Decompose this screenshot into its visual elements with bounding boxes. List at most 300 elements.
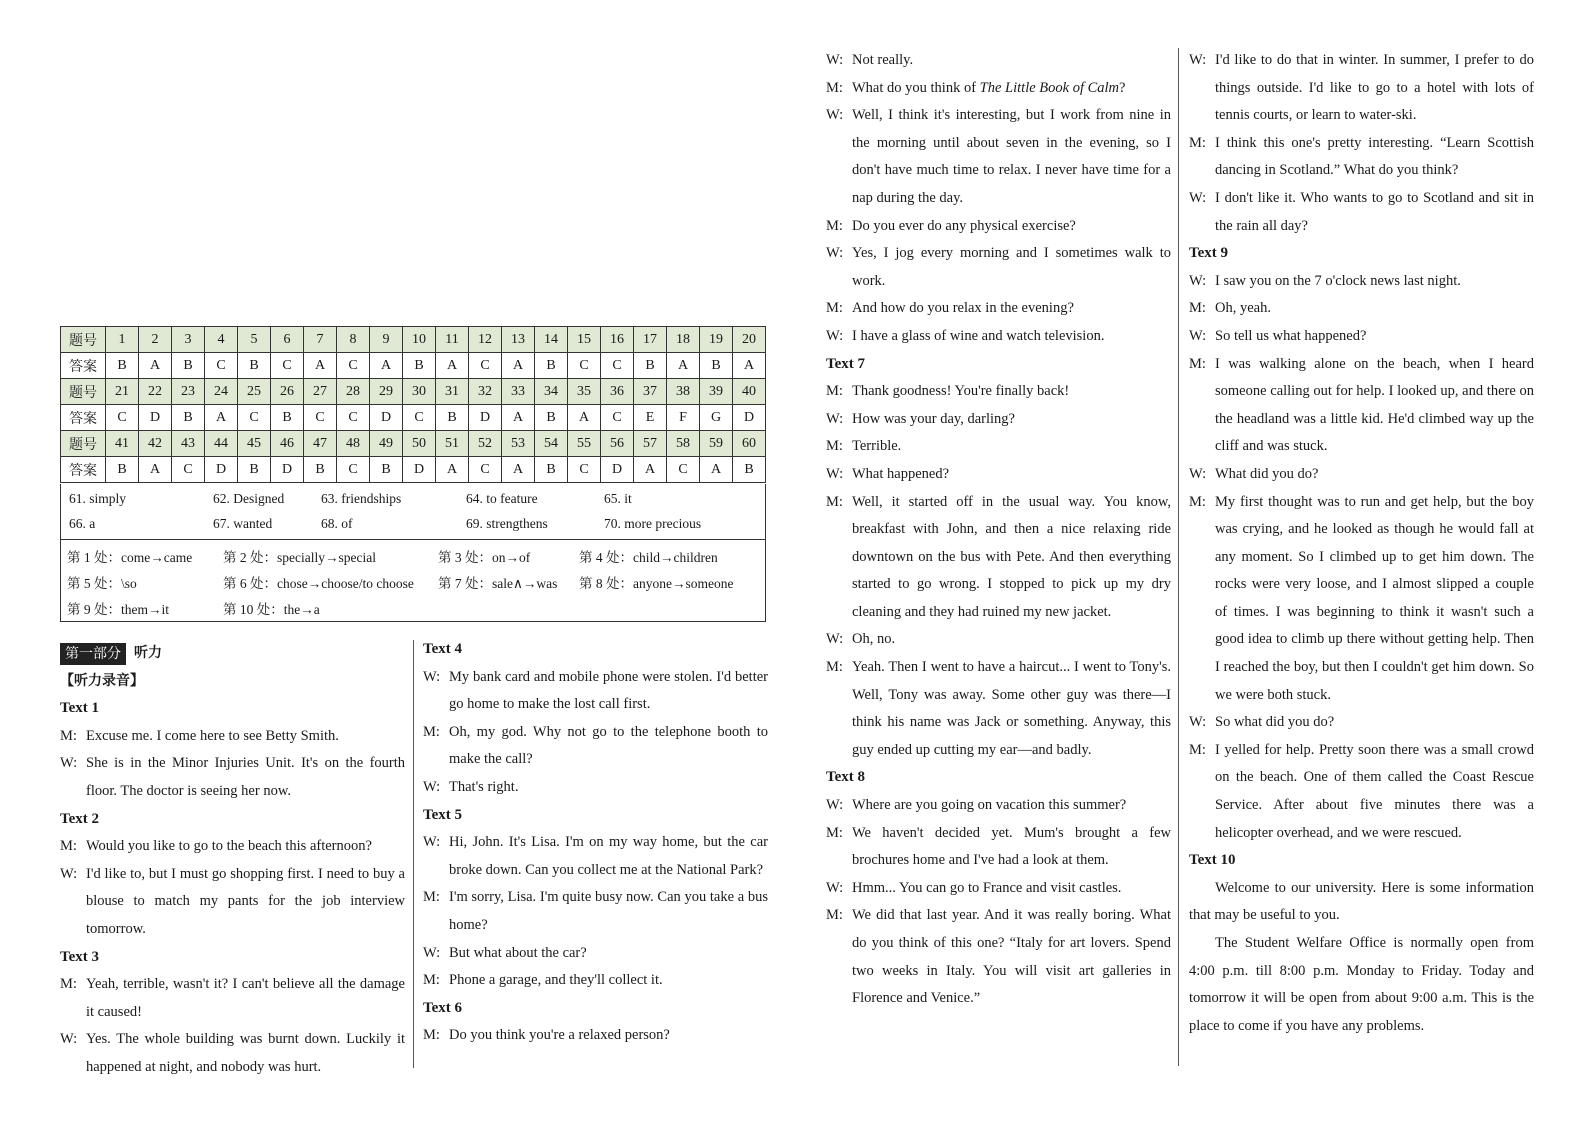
speaker-label: M: — [1189, 741, 1206, 758]
question-number-cell: 60 — [733, 431, 766, 457]
answer-cell: D — [733, 405, 766, 431]
dialogue-line — [826, 875, 1171, 903]
dialogue-text: What happened? — [852, 465, 950, 482]
question-number-cell: 23 — [172, 379, 205, 405]
dialogue-line — [423, 940, 768, 968]
dialogue-text: Yeah. Then I went to have a haircut... I went to Tony's. Well, Tony was away. Some other guy was there—I think his name was Jack or something. Anyway, this guy ended up cutting my ear—and badly. — [852, 659, 1171, 758]
answer-cell: C — [667, 457, 700, 483]
answer-cell: A — [502, 405, 535, 431]
question-number-cell: 16 — [601, 327, 634, 353]
text-heading: Text 10 — [1189, 852, 1236, 869]
question-number-cell: 14 — [535, 327, 568, 353]
question-number-cell: 19 — [700, 327, 733, 353]
text-heading: Text 9 — [1189, 245, 1229, 262]
dialogue-text: Phone a garage, and they'll collect it. — [449, 972, 663, 989]
row-label: 答案 — [61, 457, 106, 483]
answer-cell: B — [238, 353, 271, 379]
answer-cell: C — [337, 353, 370, 379]
dialogue-line — [1189, 737, 1534, 847]
answer-cell: A — [139, 353, 172, 379]
dialogue-text: That's right. — [449, 778, 519, 795]
dialogue-line — [826, 820, 1171, 875]
answer-cell: A — [205, 405, 238, 431]
question-number-cell: 37 — [634, 379, 667, 405]
dialogue-line — [826, 213, 1171, 241]
question-number-cell: 43 — [172, 431, 205, 457]
question-number-cell: 40 — [733, 379, 766, 405]
question-number-cell: 12 — [469, 327, 502, 353]
question-number-cell: 29 — [370, 379, 403, 405]
text-heading: Text 7 — [826, 355, 866, 372]
answer-cell: C — [568, 457, 601, 483]
speaker-label: W: — [1189, 465, 1207, 482]
speaker-label: W: — [1189, 327, 1207, 344]
question-number-row — [61, 379, 766, 405]
question-number-cell: 49 — [370, 431, 403, 457]
answer-cell: B — [733, 457, 766, 483]
dialogue-text: So what did you do? — [1215, 714, 1335, 731]
correction-item: 第 7 处：sale∧→was — [438, 576, 558, 591]
speaker-label: M: — [1189, 300, 1206, 317]
dialogue-line — [423, 719, 768, 774]
dialogue-line — [1189, 351, 1534, 461]
question-number-cell: 38 — [667, 379, 700, 405]
speaker-label: W: — [1189, 189, 1207, 206]
speaker-label: M: — [60, 976, 77, 993]
column-3 — [826, 47, 1171, 1013]
question-number-cell: 18 — [667, 327, 700, 353]
column-2 — [423, 636, 768, 1050]
answer-cell: B — [535, 457, 568, 483]
dialogue-text: I'm sorry, Lisa. I'm quite busy now. Can you take a bus home? — [449, 889, 768, 933]
question-number-cell: 1 — [106, 327, 139, 353]
question-number-cell: 53 — [502, 431, 535, 457]
text-heading: Text 4 — [423, 641, 463, 657]
answer-cell: B — [436, 405, 469, 431]
dialogue-line — [60, 971, 405, 1026]
section-title: 听力 — [134, 645, 162, 661]
answer-cell: B — [106, 457, 139, 483]
question-number-cell: 3 — [172, 327, 205, 353]
section-subtitle: 【听力录音】 — [60, 672, 144, 689]
correction-item: 第 5 处：\so — [67, 576, 137, 591]
dialogue-text: What do you think of — [852, 79, 980, 96]
question-number-cell: 26 — [271, 379, 304, 405]
answer-cell: D — [370, 405, 403, 431]
fill-blank-item: 64. to feature — [466, 491, 538, 506]
dialogue-text: I was walking alone on the beach, when I heard someone calling out for help. I looked up, and there on the headland was a little kid. He'd climbed way up the cliff and was stuck. — [1215, 355, 1534, 455]
fill-blank-item: 65. it — [604, 491, 632, 506]
dialogue-text: Where are you going on vacation this summer? — [852, 797, 1127, 814]
speaker-label: M: — [1189, 134, 1206, 151]
speaker-label: M: — [60, 727, 77, 744]
speaker-label: M: — [60, 838, 77, 855]
speaker-label: M: — [1189, 493, 1206, 510]
dialogue-text: I don't like it. Who wants to go to Scotland and sit in the rain all day? — [1215, 189, 1534, 234]
correction-item: 第 8 处：anyone→someone — [579, 576, 734, 591]
answer-cell: A — [502, 457, 535, 483]
dialogue-text: Thank goodness! You're finally back! — [852, 383, 1070, 400]
question-number-cell: 45 — [238, 431, 271, 457]
speaker-label: M: — [826, 438, 843, 455]
dialogue-line — [826, 792, 1171, 820]
speaker-label: W: — [826, 245, 844, 262]
answer-cell: C — [601, 405, 634, 431]
dialogue-text: Not really. — [852, 52, 914, 68]
answer-cell: D — [205, 457, 238, 483]
answer-cell: B — [172, 353, 205, 379]
row-label: 答案 — [61, 405, 106, 431]
column-divider — [1178, 48, 1179, 1066]
answer-cell: C — [205, 353, 238, 379]
answer-cell: A — [568, 405, 601, 431]
question-number-cell: 47 — [304, 431, 337, 457]
dialogue-text: But what about the car? — [449, 944, 587, 961]
question-number-cell: 11 — [436, 327, 469, 353]
dialogue-text: I think this one's pretty interesting. “Learn Scottish dancing in Scotland.” What do you think? — [1215, 134, 1534, 179]
dialogue-line — [826, 654, 1171, 764]
text-heading: Text 1 — [60, 700, 100, 717]
dialogue-line — [1189, 268, 1534, 296]
dialogue-line — [423, 1022, 768, 1050]
answer-cell: C — [238, 405, 271, 431]
speaker-label: M: — [423, 972, 440, 989]
dialogue-text: I yelled for help. Pretty soon there was a small crowd on the beach. One of them called the Coast Rescue Service. After about five minutes there was a helicopter overhead, and we were rescued. — [1215, 741, 1534, 841]
dialogue-line — [423, 967, 768, 995]
answer-cell: A — [667, 353, 700, 379]
question-number-cell: 6 — [271, 327, 304, 353]
dialogue-line — [826, 406, 1171, 434]
question-number-cell: 44 — [205, 431, 238, 457]
dialogue-text: I'd like to, but I must go shopping first. I need to buy a blouse to match my pants for the job interview tomorrow. — [86, 865, 405, 937]
answer-cell: C — [403, 405, 436, 431]
question-number-cell: 30 — [403, 379, 436, 405]
dialogue-text: Excuse me. I come here to see Betty Smith. — [86, 727, 339, 744]
dialogue-line — [826, 295, 1171, 323]
dialogue-line — [826, 626, 1171, 654]
speaker-label: M: — [826, 79, 843, 96]
speaker-label: M: — [826, 907, 843, 924]
dialogue-line — [1189, 461, 1534, 489]
dialogue-line — [1189, 295, 1534, 323]
fill-blank-item: 61. simply — [69, 491, 127, 506]
answer-cell: B — [700, 353, 733, 379]
dialogue-line — [1189, 709, 1534, 737]
correction-item: 第 9 处：them→it — [67, 602, 169, 617]
answer-cell: C — [601, 353, 634, 379]
question-number-cell: 25 — [238, 379, 271, 405]
column-4 — [1189, 47, 1534, 1040]
row-label: 答案 — [61, 353, 106, 379]
fill-blank-item: 67. wanted — [213, 516, 273, 531]
dialogue-text: Would you like to go to the beach this afternoon? — [86, 838, 372, 855]
question-number-cell: 27 — [304, 379, 337, 405]
question-number-cell: 35 — [568, 379, 601, 405]
question-number-cell: 22 — [139, 379, 172, 405]
speaker-label: M: — [826, 824, 843, 841]
dialogue-text: Hmm... You can go to France and visit castles. — [852, 879, 1122, 896]
dialogue-text: What did you do? — [1215, 465, 1319, 482]
answer-cell: F — [667, 405, 700, 431]
row-label: 题号 — [61, 379, 106, 405]
text-heading: Text 3 — [60, 948, 100, 965]
speaker-label: W: — [1189, 714, 1207, 731]
dialogue-text: My first thought was to run and get help, but the boy was crying, and he looked as though he would fall at any moment. So I climbed up to get him down. The rocks were very loose, and I almost slipped a couple of times. I was beginning to think it wasn't such a good idea to climb up there without getting help. Then I reached the boy, but then I couldn't get him down. So we were both stuck. — [1215, 493, 1534, 703]
question-number-cell: 32 — [469, 379, 502, 405]
question-number-cell: 28 — [337, 379, 370, 405]
answer-cell: B — [172, 405, 205, 431]
question-number-cell: 34 — [535, 379, 568, 405]
question-number-cell: 58 — [667, 431, 700, 457]
speaker-label: M: — [826, 383, 843, 400]
question-number-cell: 41 — [106, 431, 139, 457]
question-number-cell: 17 — [634, 327, 667, 353]
speaker-label: W: — [1189, 272, 1207, 289]
answer-cell: A — [700, 457, 733, 483]
speaker-label: W: — [60, 865, 78, 882]
dialogue-line — [1189, 489, 1534, 710]
question-number-cell: 48 — [337, 431, 370, 457]
dialogue-line — [826, 461, 1171, 489]
dialogue-text: How was your day, darling? — [852, 410, 1015, 427]
answer-cell: C — [469, 457, 502, 483]
speaker-label: W: — [826, 465, 844, 482]
question-number-cell: 57 — [634, 431, 667, 457]
dialogue-line — [1189, 185, 1534, 240]
section-header — [60, 640, 405, 668]
error-correction-answers — [60, 540, 766, 622]
dialogue-text: Hi, John. It's Lisa. I'm on my way home, but the car broke down. Can you collect me at the National Park? — [449, 834, 768, 878]
answer-cell: C — [172, 457, 205, 483]
answer-cell: C — [337, 457, 370, 483]
dialogue-text: We did that last year. And it was really boring. What do you think of this one? “Italy for art lovers. Spend two weeks in Italy. You will visit art galleries in Florence and Venice.” — [852, 907, 1171, 1007]
correction-item: 第 1 处：come→came — [67, 550, 193, 565]
question-number-cell: 2 — [139, 327, 172, 353]
row-label: 题号 — [61, 327, 106, 353]
question-number-cell: 7 — [304, 327, 337, 353]
dialogue-line — [826, 102, 1171, 212]
speaker-label: M: — [826, 659, 843, 676]
speaker-label: W: — [1189, 52, 1207, 68]
answer-cell: G — [700, 405, 733, 431]
answer-cell: C — [337, 405, 370, 431]
answer-cell: A — [733, 353, 766, 379]
dialogue-text: Yes. The whole building was burnt down. Luckily it happened at night, and nobody was hurt. — [86, 1031, 405, 1075]
dialogue-line — [423, 884, 768, 939]
dialogue-text: Oh, my god. Why not go to the telephone booth to make the call? — [449, 723, 768, 768]
question-number-cell: 56 — [601, 431, 634, 457]
question-number-row — [61, 327, 766, 353]
fill-blank-item: 69. strengthens — [466, 516, 548, 531]
answer-cell: C — [106, 405, 139, 431]
text-heading: Text 2 — [60, 810, 100, 827]
section-badge: 第一部分 — [60, 643, 126, 665]
dialogue-line — [826, 47, 1171, 75]
answer-cell: B — [271, 405, 304, 431]
fill-blank-answers — [60, 484, 766, 540]
question-number-row — [61, 431, 766, 457]
answer-cell: B — [403, 353, 436, 379]
fill-blank-item: 66. a — [69, 516, 96, 531]
question-number-cell: 54 — [535, 431, 568, 457]
dialogue-line — [826, 240, 1171, 295]
answer-cell: D — [601, 457, 634, 483]
dialogue-line — [826, 75, 1171, 103]
dialogue-text: And how do you relax in the evening? — [852, 300, 1074, 317]
dialogue-text: I'd like to do that in winter. In summer, I prefer to do things outside. I'd like to go to a hotel with lots of tennis courts, or learn to water-ski. — [1215, 52, 1534, 124]
column-divider — [413, 640, 414, 1068]
answer-row — [61, 405, 766, 431]
correction-item: 第 2 处：specially→special — [223, 550, 376, 565]
speaker-label: W: — [826, 410, 844, 427]
dialogue-text: Terrible. — [852, 438, 902, 455]
paragraph: Welcome to our university. Here is some information that may be useful to you. — [1189, 879, 1534, 924]
answer-cell: B — [106, 353, 139, 379]
question-number-cell: 36 — [601, 379, 634, 405]
answer-cell: B — [238, 457, 271, 483]
text-heading: Text 5 — [423, 806, 463, 823]
dialogue-line — [826, 489, 1171, 627]
paragraph: The Student Welfare Office is normally open from 4:00 p.m. till 8:00 p.m. Monday to Friday. Today and tomorrow it will be open from about 9:00 a.m. This is the place to come if you have any problems. — [1189, 935, 1534, 1034]
dialogue-line — [826, 378, 1171, 406]
dialogue-line — [60, 861, 405, 944]
correction-item: 第 4 处：child→children — [579, 550, 718, 565]
answer-cell: A — [436, 457, 469, 483]
dialogue-line — [60, 1026, 405, 1081]
answer-cell: C — [568, 353, 601, 379]
dialogue-text: She is in the Minor Injuries Unit. It's on the fourth floor. The doctor is seeing her now. — [86, 755, 405, 799]
question-number-cell: 4 — [205, 327, 238, 353]
dialogue-text: I saw you on the 7 o'clock news last night. — [1215, 272, 1461, 289]
answer-cell: B — [304, 457, 337, 483]
answer-cell: E — [634, 405, 667, 431]
speaker-label: W: — [826, 327, 844, 344]
dialogue-line — [1189, 130, 1534, 185]
dialogue-text: We haven't decided yet. Mum's brought a few brochures home and I've had a look at them. — [852, 824, 1171, 869]
question-number-cell: 46 — [271, 431, 304, 457]
answer-cell: B — [634, 353, 667, 379]
answer-cell: A — [634, 457, 667, 483]
dialogue-text: Yeah, terrible, wasn't it? I can't believe all the damage it caused! — [86, 976, 405, 1020]
dialogue-line — [826, 323, 1171, 351]
dialogue-text: My bank card and mobile phone were stolen. I'd better go home to make the lost call first. — [449, 668, 768, 713]
dialogue-text: ? — [1119, 79, 1126, 96]
answer-cell: C — [304, 405, 337, 431]
fill-blank-item: 63. friendships — [321, 491, 402, 506]
answer-cell: B — [370, 457, 403, 483]
answer-cell: D — [403, 457, 436, 483]
answer-cell: C — [271, 353, 304, 379]
answer-cell: D — [469, 405, 502, 431]
speaker-label: W: — [423, 944, 441, 961]
column-1 — [60, 640, 405, 1082]
question-number-cell: 59 — [700, 431, 733, 457]
row-label: 题号 — [61, 431, 106, 457]
fill-blank-item: 68. of — [321, 516, 353, 531]
answer-cell: B — [535, 405, 568, 431]
dialogue-line — [826, 433, 1171, 461]
speaker-label: W: — [826, 879, 844, 896]
question-number-cell: 15 — [568, 327, 601, 353]
dialogue-text: Do you ever do any physical exercise? — [852, 217, 1076, 234]
answer-cell: B — [535, 353, 568, 379]
answer-row — [61, 457, 766, 483]
speaker-label: W: — [60, 1031, 78, 1048]
dialogue-line — [1189, 323, 1534, 351]
question-number-cell: 52 — [469, 431, 502, 457]
text-heading: Text 6 — [423, 999, 463, 1016]
speaker-label: M: — [826, 217, 843, 234]
dialogue-text: Oh, no. — [852, 631, 896, 648]
answer-cell: D — [139, 405, 172, 431]
speaker-label: M: — [1189, 355, 1206, 372]
speaker-label: M: — [826, 300, 843, 317]
question-number-cell: 5 — [238, 327, 271, 353]
book-title: The Little Book of Calm — [979, 79, 1120, 96]
speaker-label: W: — [423, 778, 441, 795]
answer-cell: C — [469, 353, 502, 379]
correction-item: 第 6 处：chose→choose/to choose — [223, 576, 414, 591]
dialogue-line — [423, 829, 768, 884]
answer-cell: A — [139, 457, 172, 483]
dialogue-text: Oh, yeah. — [1215, 300, 1271, 317]
question-number-cell: 31 — [436, 379, 469, 405]
fill-blank-item: 70. more precious — [604, 516, 702, 531]
question-number-cell: 50 — [403, 431, 436, 457]
dialogue-line — [423, 664, 768, 719]
dialogue-text: Do you think you're a relaxed person? — [449, 1027, 670, 1044]
speaker-label: W: — [826, 107, 844, 124]
dialogue-line — [1189, 47, 1534, 130]
speaker-label: W: — [826, 797, 844, 814]
question-number-cell: 39 — [700, 379, 733, 405]
question-number-cell: 20 — [733, 327, 766, 353]
speaker-label: W: — [423, 668, 441, 685]
question-number-cell: 33 — [502, 379, 535, 405]
speaker-label: W: — [826, 52, 844, 68]
answer-cell: D — [271, 457, 304, 483]
question-number-cell: 8 — [337, 327, 370, 353]
question-number-cell: 42 — [139, 431, 172, 457]
dialogue-line — [60, 723, 405, 751]
answer-cell: A — [436, 353, 469, 379]
answer-row — [61, 353, 766, 379]
dialogue-line — [60, 833, 405, 861]
question-number-cell: 21 — [106, 379, 139, 405]
dialogue-line — [826, 902, 1171, 1012]
correction-item: 第 10 处：the→a — [223, 602, 320, 617]
speaker-label: W: — [60, 755, 78, 772]
fill-blank-item: 62. Designed — [213, 491, 285, 506]
speaker-label: M: — [423, 889, 440, 906]
question-number-cell: 9 — [370, 327, 403, 353]
dialogue-text: So tell us what happened? — [1215, 327, 1367, 344]
question-number-cell: 10 — [403, 327, 436, 353]
answer-cell: A — [304, 353, 337, 379]
dialogue-line — [423, 774, 768, 802]
speaker-label: M: — [423, 723, 440, 740]
answer-cell: A — [370, 353, 403, 379]
question-number-cell: 13 — [502, 327, 535, 353]
question-number-cell: 24 — [205, 379, 238, 405]
speaker-label: W: — [423, 834, 441, 851]
dialogue-text: Well, it started off in the usual way. You know, breakfast with John, and then a nice relaxing ride downtown on the bus with Pete. And then everything started to go wrong. I stopped to pick up my dry cleaning and they had ruined my new jacket. — [852, 493, 1171, 620]
speaker-label: M: — [826, 493, 843, 510]
correction-item: 第 3 处：on→of — [438, 550, 531, 565]
question-number-cell: 51 — [436, 431, 469, 457]
dialogue-text: I have a glass of wine and watch television. — [852, 327, 1105, 344]
answer-cell: A — [502, 353, 535, 379]
